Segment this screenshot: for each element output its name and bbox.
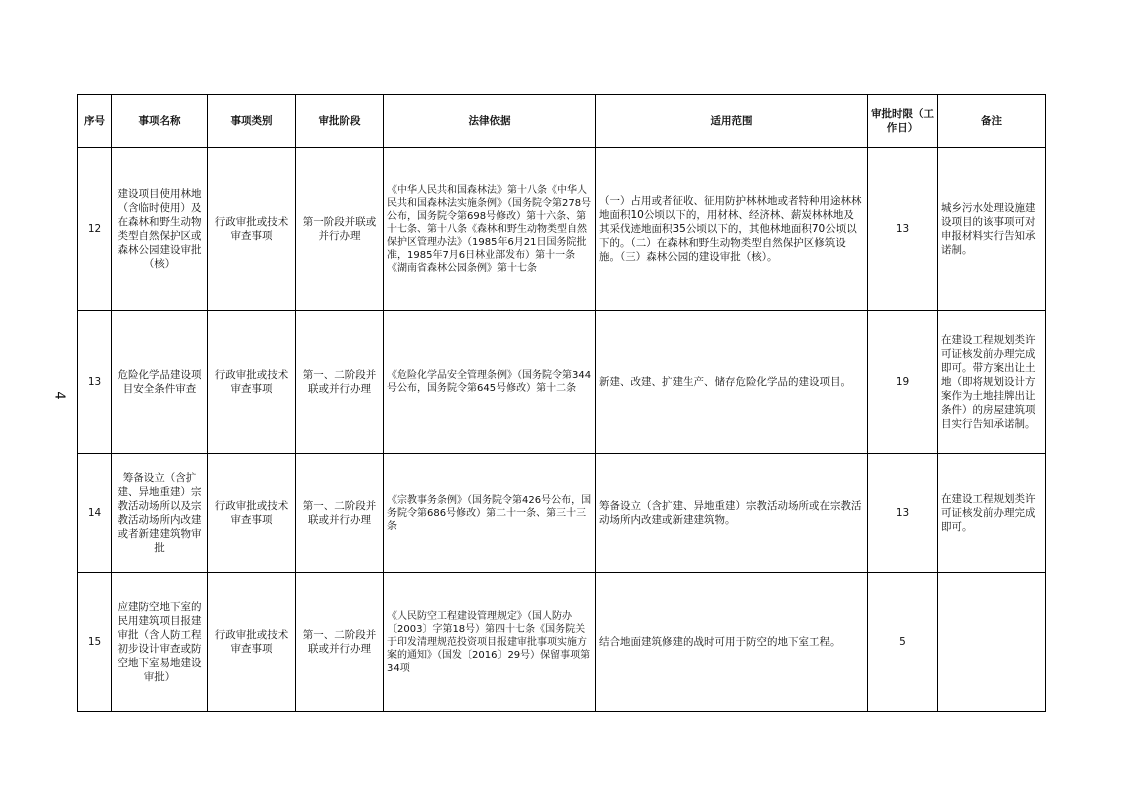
cell-item-type: 行政审批或技术审查事项 bbox=[208, 311, 296, 454]
cell-item-name: 应建防空地下室的民用建筑项目报建审批（含人防工程初步设计审查或防空地下室易地建设审批） bbox=[112, 573, 208, 712]
cell-time-limit: 13 bbox=[868, 148, 938, 311]
cell-legal-basis: 《宗教事务条例》（国务院令第426号公布，国务院令第686号修改）第二十一条、第三十三条 bbox=[384, 454, 596, 573]
cell-scope: 结合地面建筑修建的战时可用于防空的地下室工程。 bbox=[596, 573, 868, 712]
table-row bbox=[78, 148, 1046, 311]
table-row bbox=[78, 573, 1046, 712]
cell-legal-basis: 《危险化学品安全管理条例》（国务院令第344号公布，国务院令第645号修改）第十二条 bbox=[384, 311, 596, 454]
header-item-name: 事项名称 bbox=[112, 95, 208, 148]
cell-remarks bbox=[938, 573, 1046, 712]
cell-remarks: 在建设工程规划类许可证核发前办理完成即可。带方案出让土地（即将规划设计方案作为土地挂牌出让条件）的房屋建筑项目实行告知承诺制。 bbox=[938, 311, 1046, 454]
cell-item-name: 建设项目使用林地（含临时使用）及在森林和野生动物类型自然保护区或森林公园建设审批（核） bbox=[112, 148, 208, 311]
cell-approval-stage: 第一、二阶段并联或并行办理 bbox=[296, 573, 384, 712]
cell-no: 13 bbox=[78, 311, 112, 454]
header-time-limit: 审批时限（工作日） bbox=[868, 95, 938, 148]
cell-approval-stage: 第一、二阶段并联或并行办理 bbox=[296, 311, 384, 454]
cell-scope: 筹备设立（含扩建、异地重建）宗教活动场所或在宗教活动场所内改建或新建建筑物。 bbox=[596, 454, 868, 573]
cell-item-type: 行政审批或技术审查事项 bbox=[208, 454, 296, 573]
cell-time-limit: 5 bbox=[868, 573, 938, 712]
cell-no: 15 bbox=[78, 573, 112, 712]
cell-no: 12 bbox=[78, 148, 112, 311]
header-no: 序号 bbox=[78, 95, 112, 148]
header-item-type: 事项类别 bbox=[208, 95, 296, 148]
cell-remarks: 城乡污水处理设施建设项目的该事项可对申报材料实行告知承诺制。 bbox=[938, 148, 1046, 311]
cell-scope: （一）占用或者征收、征用防护林林地或者特种用途林林地面积10公顷以下的，用材林、经济林、薪炭林林地及其采伐迹地面积35公顷以下的，其他林地面积70公顷以下的。（二）在森林和野生动物类型自然保护区修筑设施。（三）森林公园的建设审批（核）。 bbox=[596, 148, 868, 311]
cell-approval-stage: 第一阶段并联或并行办理 bbox=[296, 148, 384, 311]
cell-legal-basis: 《人民防空工程建设管理规定》（国人防办〔2003〕字第18号）第四十七条《国务院关于印发清理规范投资项目报建审批事项实施方案的通知》（国发〔2016〕29号）保留事项第34项 bbox=[384, 573, 596, 712]
cell-item-type: 行政审批或技术审查事项 bbox=[208, 148, 296, 311]
cell-legal-basis: 《中华人民共和国森林法》第十八条《中华人民共和国森林法实施条例》（国务院令第278号公布，国务院令第698号修改）第十六条、第十七条、第十八条《森林和野生动物类型自然保护区管理办法》（1985年6月21日国务院批准，1985年7月6日林业部发布）第十一条《湖南省森林公园条例》第十七条 bbox=[384, 148, 596, 311]
header-approval-stage: 审批阶段 bbox=[296, 95, 384, 148]
cell-approval-stage: 第一、二阶段并联或并行办理 bbox=[296, 454, 384, 573]
header-scope: 适用范围 bbox=[596, 95, 868, 148]
cell-no: 14 bbox=[78, 454, 112, 573]
cell-scope: 新建、改建、扩建生产、储存危险化学品的建设项目。 bbox=[596, 311, 868, 454]
approval-items-table bbox=[77, 94, 1046, 712]
cell-remarks: 在建设工程规划类许可证核发前办理完成即可。 bbox=[938, 454, 1046, 573]
cell-time-limit: 13 bbox=[868, 454, 938, 573]
cell-time-limit: 19 bbox=[868, 311, 938, 454]
header-legal-basis: 法律依据 bbox=[384, 95, 596, 148]
table-header-row bbox=[78, 95, 1046, 148]
cell-item-name: 危险化学品建设项目安全条件审查 bbox=[112, 311, 208, 454]
cell-item-name: 筹备设立（含扩建、异地重建）宗教活动场所以及宗教活动场所内改建或者新建建筑物审批 bbox=[112, 454, 208, 573]
page-number: 4 bbox=[51, 391, 67, 400]
cell-item-type: 行政审批或技术审查事项 bbox=[208, 573, 296, 712]
header-remarks: 备注 bbox=[938, 95, 1046, 148]
table-row bbox=[78, 311, 1046, 454]
table-row bbox=[78, 454, 1046, 573]
